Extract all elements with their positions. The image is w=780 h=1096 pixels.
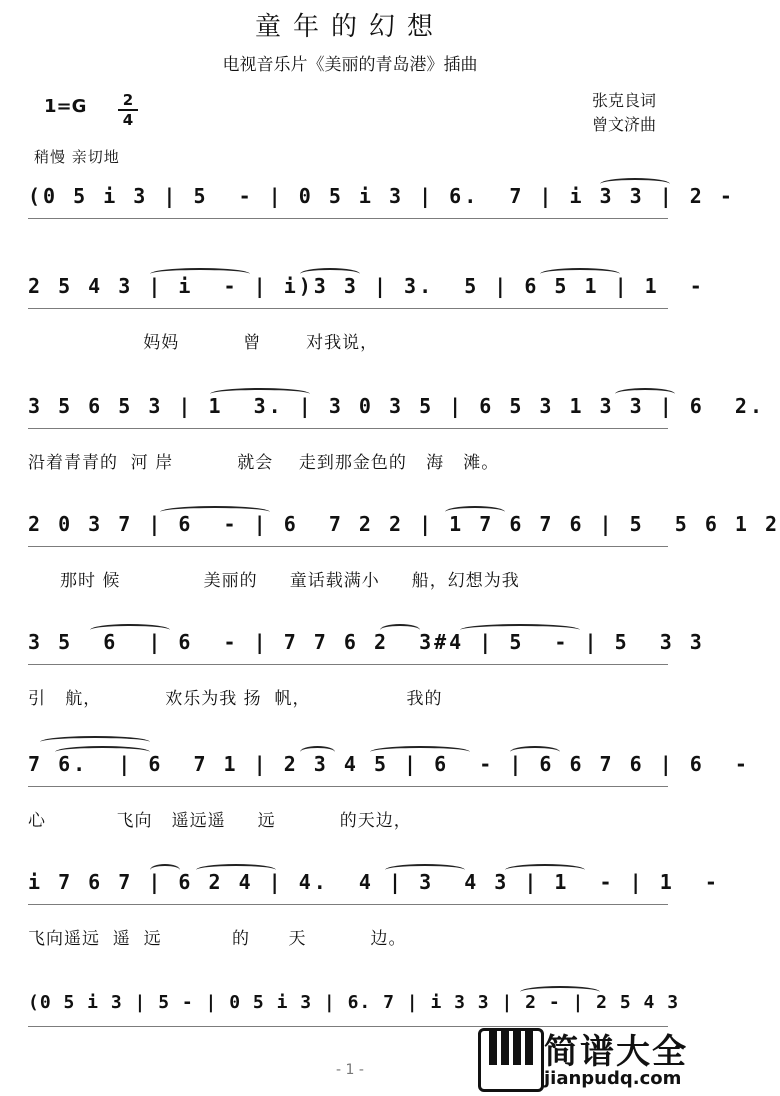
site-logo[interactable] (478, 1024, 700, 1092)
staff-notes: 2 0 3 7 | 6 - | 6 7 2 2 | 1 7 6 7 6 | 5 5 6 1 2 (28, 512, 780, 536)
staff-notes: 3 5 6 | 6 - | 7 7 6 2 3#4 | 5 - | 5 3 3 (28, 630, 705, 654)
beam-line (28, 786, 668, 787)
staff-notes: 7 6. | 6 7 1 | 2 3 4 5 | 6 - | 6 6 7 6 | 6 - (28, 752, 750, 776)
staff-notes: (0 5 i 3 | 5 - | 0 5 i 3 | 6. 7 | i 3 3 | 2 - | 2 5 4 3 (28, 992, 680, 1013)
staff-notes: 2 5 4 3 | i - | i)3 3 | 3. 5 | 6 5 1 | 1 - (28, 274, 705, 298)
beam-line (28, 428, 668, 429)
key-signature: 1=G (44, 96, 87, 117)
staff-notes: 3 5 6 5 3 | 1 3. | 3 0 3 5 | 6 5 3 1 3 3 | 6 2. (28, 394, 766, 418)
staff-lyrics: 引 航， 欢乐为我 扬 帆， 我的 (28, 689, 443, 709)
staff-line-7 (0, 870, 720, 970)
staff-notes: i 7 6 7 | 6 2 4 | 4. 4 | 3 4 3 | 1 - | 1 - (28, 870, 720, 894)
staff-lyrics: 妈妈 曾 对我说， (28, 333, 379, 353)
staff-line-5 (0, 630, 705, 730)
beam-line (28, 218, 668, 219)
beam-line (28, 904, 668, 905)
lyricist-credit: 张克良词 (591, 91, 656, 110)
logo-url: jianpudq.com (544, 1068, 682, 1089)
logo-text: 简谱大全 (544, 1032, 688, 1072)
beam-line (28, 664, 668, 665)
staff-line-4 (0, 512, 780, 612)
staff-line-6 (0, 752, 750, 852)
staff-notes: (0 5 i 3 | 5 - | 0 5 i 3 | 6. 7 | i 3 3 | 2 - (28, 184, 735, 208)
staff-lyrics: 沿着青青的 河 岸 就会 走到那金色的 海 滩。 (28, 453, 500, 473)
time-signature-bottom: 4 (122, 111, 134, 129)
beam-line (28, 546, 668, 547)
subtitle: 电视音乐片《美丽的青岛港》插曲 (222, 55, 478, 75)
staff-line-3 (0, 394, 766, 494)
time-signature (118, 92, 138, 128)
staff-line-2 (0, 274, 705, 374)
time-signature-top: 2 (122, 91, 134, 109)
beam-line (28, 308, 668, 309)
piano-keys-icon (478, 1028, 544, 1092)
staff-lyrics: 心 飞向 遥远遥 远 的天边， (28, 811, 412, 831)
page-title: 童年的幻想 (254, 12, 445, 42)
composer-credit: 曾文济曲 (591, 115, 656, 134)
page-number: - 1 - (336, 1062, 364, 1078)
staff-lyrics: 那时 候 美丽的 童话载满小 船，幻想为我 (28, 571, 520, 591)
tempo-marking: 稍慢 亲切地 (34, 148, 120, 166)
staff-lyrics: 飞向遥远 遥 远 的 天 边。 (28, 929, 407, 949)
